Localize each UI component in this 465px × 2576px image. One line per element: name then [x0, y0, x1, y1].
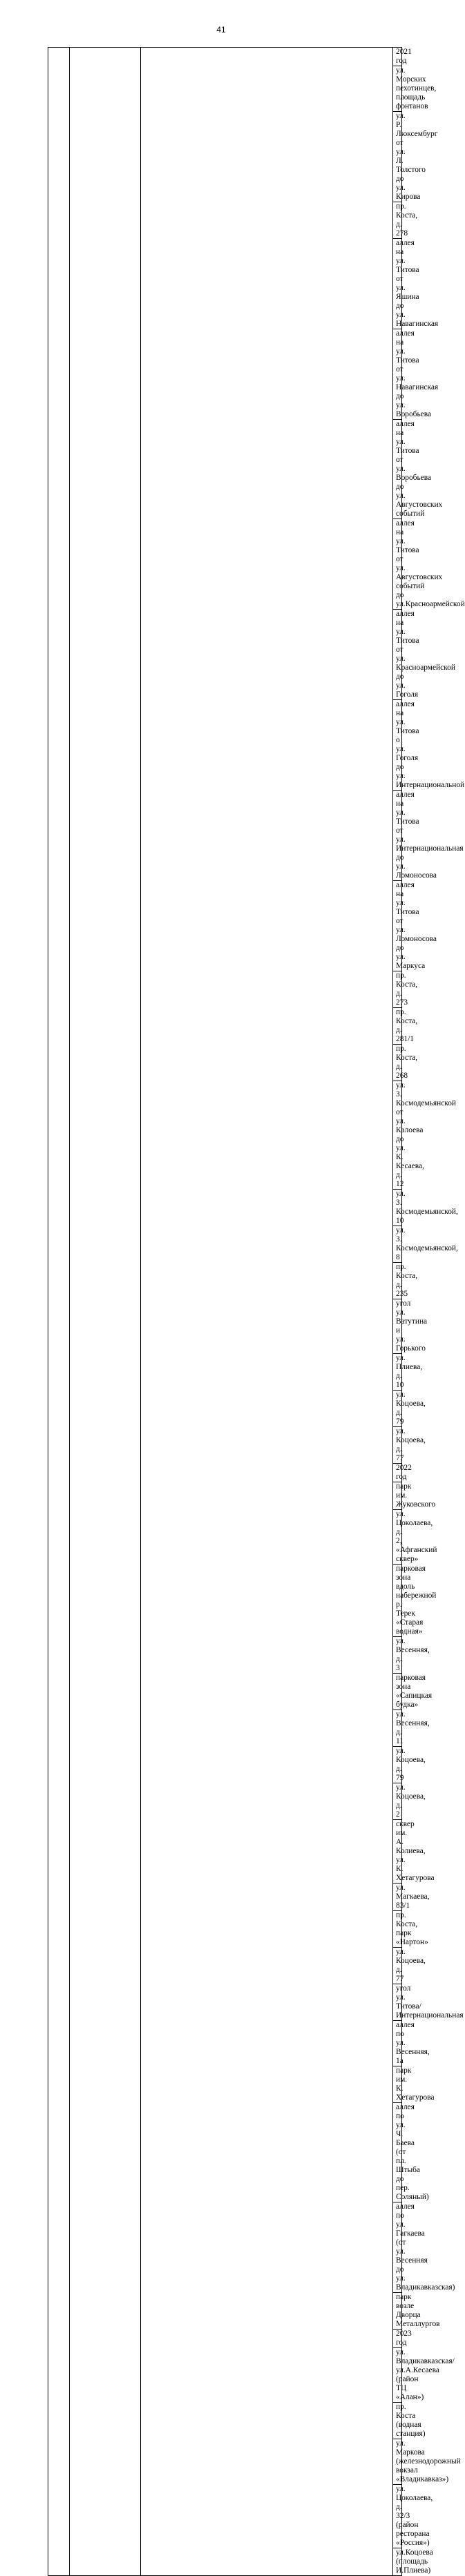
location-cell: пр. Коста, д. 268 [393, 1045, 402, 1081]
table-body [48, 48, 465, 2576]
location-cell: ул. Коцоева, д. 79 [393, 1747, 402, 1783]
location-cell: парк им. К. Хетагурова [393, 2066, 402, 2103]
year-header-row [48, 48, 402, 66]
location-cell: аллея на ул. Титова от ул. Ломоносова до ул. Маркуса [393, 881, 402, 971]
location-cell: пр. Коста, д. 281/1 [393, 1008, 402, 1045]
number-column-cell [48, 48, 70, 2576]
location-cell: пр. Коста, д. 278 [393, 202, 402, 239]
location-cell: аллея на ул. Титова от ул. Навагинская до ул. Воробьева [393, 329, 402, 420]
page-number: 41 [216, 25, 226, 35]
location-cell: аллея по ул. Гагкаева (от ул. Весенняя до ул. Владикавказская) [393, 2202, 402, 2293]
location-cell: ул. Р. Люксембург от ул. Л. Толстого до ул. Кирова [393, 112, 402, 202]
location-cell: ул. Плиева, д. 10 [393, 1354, 402, 1391]
location-cell: ул. Коцоева, д. 79 [393, 1391, 402, 1427]
location-cell: парковая зона вдоль набережной р. Терек «Старая водная» [393, 1565, 402, 1637]
location-cell: ул. З. Космодемьянской, 8 [393, 1226, 402, 1263]
location-cell: сквер им. А. Колиева, ул. К. Хетагурова [393, 1820, 402, 1883]
blank-column-cell [70, 48, 141, 2576]
location-cell: ул. Коцоева, д. 2 [393, 1783, 402, 1820]
location-cell: ул.Коцоева (площадь И.Плиева) [393, 2548, 402, 2576]
location-cell: аллея на ул. Титова от ул. Интернациональная до ул. Ломоносова [393, 791, 402, 881]
location-cell: аллея на ул. Титова о ул. Гоголя до ул. Интернациональной [393, 700, 402, 791]
location-cell: пр. Коста (водная станция) [393, 2403, 402, 2439]
location-cell: пр. Коста, д. 273 [393, 971, 402, 1008]
location-cell: аллея по ул. Весенняя, 1а [393, 2021, 402, 2066]
location-cell: парковая зона «Сапицкая будка» [393, 1674, 402, 1710]
location-cell: аллея по ул. Ч. Баева (от пл. Штыба до пер. Соляный) [393, 2103, 402, 2202]
location-cell: ул. Магкаева, 83/1 [393, 1883, 402, 1911]
location-cell: ул. З. Космодемьянской, 10 [393, 1190, 402, 1226]
location-cell: ул. Владикавказская/ул.А.Кесаева (район ТЦ «Алан») [393, 2348, 402, 2403]
location-cell: ул. Морских пехотинцев, площадь фонтанов [393, 66, 402, 112]
location-cell: ул. Коцоева, д. 77 [393, 1948, 402, 1984]
location-cell: пр. Коста, парк «Нартон» [393, 1911, 402, 1948]
location-cell: ул. Цоколаева, д. 2, «Афганский сквер» [393, 1510, 402, 1565]
location-cell: угол ул. Ватутина и ул. Горького [393, 1299, 402, 1354]
year-header: 2022 год [393, 1464, 402, 1482]
location-cell: аллея на ул. Титова от ул. Красноармейской до ул. Гоголя [393, 610, 402, 700]
location-cell: ул. Весенняя, д. 11 [393, 1710, 402, 1747]
location-cell: угол ул. Титова/Интернациональная [393, 1984, 402, 2021]
location-cell: ул. Цоколаева, д. 32/3 (район ресторана «Россия») [393, 2485, 402, 2548]
location-cell: ул. З. Космодемьянской от ул. Калоева до ул. К. Кесаева, д. 12 [393, 1081, 402, 1190]
location-cell: аллея на ул. Титова от ул. Воробьева до ул. Августовских событий [393, 420, 402, 519]
location-cell: парк возле Дворца Металлургов [393, 2293, 402, 2330]
location-cell: ул. Весенняя, д. 3 [393, 1637, 402, 1674]
year-header: 2023 год [393, 2330, 402, 2348]
location-cell: аллея на ул. Титова от ул. Яшина до ул. Навагинская [393, 239, 402, 329]
location-cell: ул. Коцоева, д. 77 [393, 1427, 402, 1464]
location-cell: парк им. Жуковского [393, 1482, 402, 1510]
year-header: 2021 год [393, 48, 402, 66]
location-cell: ул. Маркова (железнодорожный вокзал «Владикавказ») [393, 2439, 402, 2485]
location-cell: пр. Коста, д. 235 [393, 1263, 402, 1299]
location-cell: аллея на ул. Титова от ул. Августовских событий до ул.Красноармейской [393, 519, 402, 610]
locations-table [48, 47, 465, 2576]
name-column-cell [141, 48, 393, 2576]
